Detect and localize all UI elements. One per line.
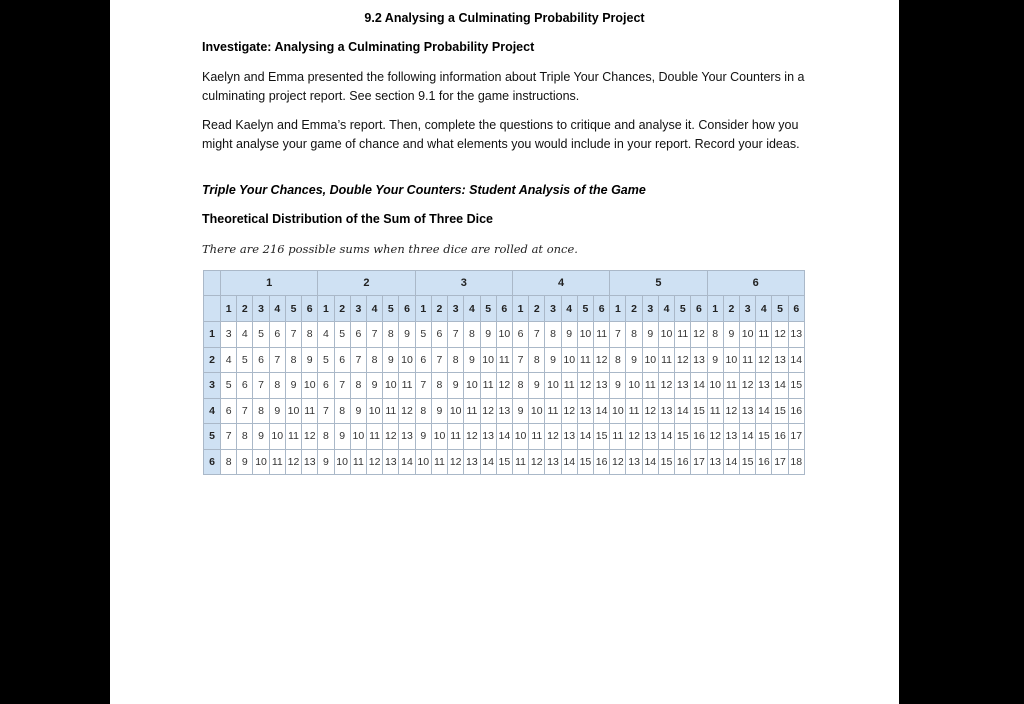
sum-cell: 16 (691, 424, 707, 450)
sum-cell: 12 (464, 424, 480, 450)
sum-cell: 9 (269, 398, 285, 424)
sum-cell: 14 (788, 347, 804, 373)
sum-cell: 8 (253, 398, 269, 424)
sum-cell: 12 (610, 449, 626, 475)
sum-cell: 15 (772, 398, 788, 424)
sum-cell: 9 (707, 347, 723, 373)
sum-cell: 11 (350, 449, 366, 475)
sum-cell: 7 (512, 347, 528, 373)
sub-header-cell: 6 (788, 296, 804, 322)
sum-cell: 12 (302, 424, 318, 450)
sum-cell: 11 (561, 373, 577, 399)
group-header-cell: 3 (415, 271, 512, 296)
sum-cell: 12 (691, 322, 707, 348)
sub-header-cell: 1 (512, 296, 528, 322)
sum-cell: 12 (480, 398, 496, 424)
sum-cell: 9 (253, 424, 269, 450)
sum-cell: 15 (577, 449, 593, 475)
sum-cell: 13 (691, 347, 707, 373)
corner-cell (204, 296, 221, 322)
sub-header-row (204, 296, 805, 322)
sum-cell: 13 (772, 347, 788, 373)
sum-cell: 7 (366, 322, 382, 348)
sum-cell: 11 (642, 373, 658, 399)
row-header-cell: 5 (204, 424, 221, 450)
sum-cell: 13 (561, 424, 577, 450)
sum-cell: 10 (707, 373, 723, 399)
sub-header-cell: 1 (610, 296, 626, 322)
sum-cell: 13 (383, 449, 399, 475)
sum-cell: 11 (302, 398, 318, 424)
dice-sum-table (203, 270, 805, 475)
sub-header-cell: 5 (772, 296, 788, 322)
sub-header-cell: 4 (464, 296, 480, 322)
intro-paragraph: Kaelyn and Emma presented the following information about Triple Your Chances, Double Your Counters in a culminating project report. See section 9.1 for the game instructions. (202, 70, 805, 103)
sum-cell: 15 (594, 424, 610, 450)
table-row (204, 449, 805, 475)
sum-cell: 11 (529, 424, 545, 450)
sum-cell: 9 (448, 373, 464, 399)
sum-cell: 5 (221, 373, 237, 399)
sum-cell: 14 (642, 449, 658, 475)
sum-cell: 14 (594, 398, 610, 424)
sum-cell: 12 (594, 347, 610, 373)
sum-cell: 11 (480, 373, 496, 399)
sub-header-cell: 3 (448, 296, 464, 322)
sum-cell: 4 (318, 322, 334, 348)
sub-header-cell: 5 (675, 296, 691, 322)
group-header-cell: 6 (707, 271, 804, 296)
sum-cell: 8 (318, 424, 334, 450)
sum-cell: 7 (318, 398, 334, 424)
sum-cell: 9 (529, 373, 545, 399)
sum-cell: 6 (334, 347, 350, 373)
sum-cell: 14 (691, 373, 707, 399)
sum-cell: 7 (285, 322, 301, 348)
group-header-cell: 1 (221, 271, 318, 296)
sum-cell: 10 (383, 373, 399, 399)
sum-cell: 9 (399, 322, 415, 348)
sum-cell: 5 (253, 322, 269, 348)
sub-header-cell: 6 (302, 296, 318, 322)
sum-cell: 9 (464, 347, 480, 373)
sum-cell: 12 (626, 424, 642, 450)
sum-cell: 14 (658, 424, 674, 450)
sum-cell: 12 (448, 449, 464, 475)
table-row (204, 322, 805, 348)
sub-header-cell: 4 (658, 296, 674, 322)
sum-cell: 10 (350, 424, 366, 450)
sum-cell: 18 (788, 449, 804, 475)
sum-cell: 4 (221, 347, 237, 373)
sum-cell: 17 (691, 449, 707, 475)
sum-cell: 11 (707, 398, 723, 424)
sum-cell: 14 (496, 424, 512, 450)
group-header-cell: 4 (512, 271, 609, 296)
row-header-cell: 1 (204, 322, 221, 348)
sum-cell: 11 (512, 449, 528, 475)
sum-cell: 10 (626, 373, 642, 399)
sum-cell: 10 (529, 398, 545, 424)
sum-cell: 8 (431, 373, 447, 399)
sum-cell: 10 (512, 424, 528, 450)
distribution-heading: Theoretical Distribution of the Sum of Three Dice (202, 212, 494, 226)
sum-cell: 5 (318, 347, 334, 373)
sum-cell: 12 (756, 347, 772, 373)
sum-cell: 8 (383, 322, 399, 348)
sum-cell: 9 (334, 424, 350, 450)
sum-cell: 9 (642, 322, 658, 348)
sub-header-cell: 2 (431, 296, 447, 322)
sum-cell: 12 (545, 424, 561, 450)
sum-cell: 15 (788, 373, 804, 399)
sum-cell: 16 (788, 398, 804, 424)
row-header-cell: 3 (204, 373, 221, 399)
sum-cell: 11 (285, 424, 301, 450)
sum-cell: 14 (740, 424, 756, 450)
sum-cell: 8 (529, 347, 545, 373)
sum-cell: 9 (610, 373, 626, 399)
sum-cell: 14 (480, 449, 496, 475)
sum-cell: 8 (545, 322, 561, 348)
sum-cell: 6 (237, 373, 253, 399)
sum-cell: 14 (723, 449, 739, 475)
sum-cell: 14 (756, 398, 772, 424)
sum-cell: 11 (496, 347, 512, 373)
table-row (204, 424, 805, 450)
sum-cell: 13 (594, 373, 610, 399)
sum-cell: 12 (740, 373, 756, 399)
sum-cell: 5 (415, 322, 431, 348)
sub-header-cell: 6 (496, 296, 512, 322)
sum-cell: 8 (302, 322, 318, 348)
sum-cell: 17 (788, 424, 804, 450)
sum-cell: 15 (658, 449, 674, 475)
sum-cell: 10 (723, 347, 739, 373)
row-header-cell: 4 (204, 398, 221, 424)
sum-cell: 12 (642, 398, 658, 424)
sum-cell: 10 (415, 449, 431, 475)
sum-cell: 11 (658, 347, 674, 373)
sum-cell: 7 (350, 347, 366, 373)
sum-cell: 9 (545, 347, 561, 373)
sum-cell: 7 (529, 322, 545, 348)
sum-cell: 7 (415, 373, 431, 399)
group-header-row (204, 271, 805, 296)
sub-header-cell: 4 (366, 296, 382, 322)
sub-header-cell: 2 (723, 296, 739, 322)
sum-cell: 12 (529, 449, 545, 475)
sum-cell: 16 (772, 424, 788, 450)
sum-cell: 13 (642, 424, 658, 450)
sum-cell: 15 (675, 424, 691, 450)
sum-cell: 13 (658, 398, 674, 424)
sum-cell: 9 (512, 398, 528, 424)
sum-cell: 8 (350, 373, 366, 399)
sum-cell: 8 (512, 373, 528, 399)
sum-cell: 13 (756, 373, 772, 399)
sum-cell: 13 (480, 424, 496, 450)
sum-cell: 13 (399, 424, 415, 450)
sum-cell: 13 (577, 398, 593, 424)
sum-cell: 12 (707, 424, 723, 450)
sum-cell: 6 (221, 398, 237, 424)
sum-cell: 9 (561, 322, 577, 348)
sum-cell: 10 (496, 322, 512, 348)
report-heading: Triple Your Chances, Double Your Counters: Student Analysis of the Game (202, 183, 646, 197)
sum-cell: 10 (302, 373, 318, 399)
sum-cell: 7 (221, 424, 237, 450)
corner-cell (204, 271, 221, 296)
sum-cell: 16 (675, 449, 691, 475)
sub-header-cell: 2 (334, 296, 350, 322)
row-header-cell: 2 (204, 347, 221, 373)
sub-header-cell: 2 (237, 296, 253, 322)
sub-header-cell: 3 (740, 296, 756, 322)
sum-cell: 12 (561, 398, 577, 424)
sum-cell: 9 (350, 398, 366, 424)
sub-header-cell: 4 (561, 296, 577, 322)
sum-cell: 13 (626, 449, 642, 475)
sum-cell: 10 (285, 398, 301, 424)
sub-header-cell: 1 (415, 296, 431, 322)
sum-cell: 7 (610, 322, 626, 348)
sum-cell: 6 (318, 373, 334, 399)
sum-cell: 6 (269, 322, 285, 348)
sum-cell: 8 (269, 373, 285, 399)
sub-header-cell: 2 (529, 296, 545, 322)
sum-cell: 8 (237, 424, 253, 450)
sum-cell: 10 (480, 347, 496, 373)
sum-cell: 11 (723, 373, 739, 399)
sum-cell: 7 (237, 398, 253, 424)
sum-cell: 13 (545, 449, 561, 475)
sum-cell: 14 (399, 449, 415, 475)
sum-cell: 13 (788, 322, 804, 348)
sum-cell: 6 (431, 322, 447, 348)
sum-cell: 8 (626, 322, 642, 348)
sum-cell: 12 (772, 322, 788, 348)
sub-header-cell: 1 (318, 296, 334, 322)
sum-cell: 10 (399, 347, 415, 373)
sum-cell: 6 (415, 347, 431, 373)
sum-cell: 9 (480, 322, 496, 348)
row-header-cell: 6 (204, 449, 221, 475)
sum-cell: 9 (431, 398, 447, 424)
sub-header-cell: 6 (399, 296, 415, 322)
sum-cell: 12 (658, 373, 674, 399)
sum-cell: 10 (269, 424, 285, 450)
sum-cell: 12 (366, 449, 382, 475)
sum-cell: 11 (756, 322, 772, 348)
sub-header-cell: 3 (350, 296, 366, 322)
sum-cell: 16 (594, 449, 610, 475)
sum-cell: 7 (431, 347, 447, 373)
sum-cell: 8 (610, 347, 626, 373)
sub-header-cell: 5 (285, 296, 301, 322)
sum-cell: 13 (707, 449, 723, 475)
sum-cell: 13 (496, 398, 512, 424)
sum-cell: 14 (675, 398, 691, 424)
sum-cell: 9 (383, 347, 399, 373)
sum-cell: 14 (561, 449, 577, 475)
sum-cell: 10 (366, 398, 382, 424)
sum-cell: 9 (626, 347, 642, 373)
sum-cell: 11 (269, 449, 285, 475)
sum-cell: 10 (561, 347, 577, 373)
sub-header-cell: 5 (383, 296, 399, 322)
sum-cell: 9 (366, 373, 382, 399)
sum-cell: 16 (756, 449, 772, 475)
sum-cell: 10 (448, 398, 464, 424)
sum-cell: 8 (464, 322, 480, 348)
sum-cell: 9 (237, 449, 253, 475)
investigate-heading: Investigate: Analysing a Culminating Probability Project (202, 40, 535, 54)
sum-cell: 9 (285, 373, 301, 399)
sum-cell: 10 (610, 398, 626, 424)
sum-cell: 8 (221, 449, 237, 475)
sum-cell: 8 (415, 398, 431, 424)
sum-cell: 5 (334, 322, 350, 348)
sum-cell: 11 (431, 449, 447, 475)
page-title: 9.2 Analysing a Culminating Probability Project (364, 11, 645, 25)
sum-cell: 17 (772, 449, 788, 475)
sub-header-cell: 3 (253, 296, 269, 322)
sum-cell: 6 (253, 347, 269, 373)
sub-header-cell: 6 (594, 296, 610, 322)
sum-cell: 6 (350, 322, 366, 348)
table-row (204, 373, 805, 399)
sum-cell: 13 (302, 449, 318, 475)
sub-header-cell: 1 (707, 296, 723, 322)
sum-cell: 11 (448, 424, 464, 450)
sub-header-cell: 6 (691, 296, 707, 322)
sum-cell: 9 (415, 424, 431, 450)
sum-cell: 13 (723, 424, 739, 450)
sum-cell: 11 (740, 347, 756, 373)
sum-cell: 11 (675, 322, 691, 348)
sum-cell: 15 (496, 449, 512, 475)
sum-cell: 7 (269, 347, 285, 373)
sum-cell: 10 (658, 322, 674, 348)
sum-cell: 9 (723, 322, 739, 348)
sum-cell: 7 (253, 373, 269, 399)
sub-header-cell: 3 (642, 296, 658, 322)
sum-cell: 12 (285, 449, 301, 475)
sum-cell: 15 (756, 424, 772, 450)
handwritten-note: There are 216 possible sums when three dice are rolled at once. (202, 242, 578, 256)
sum-cell: 10 (642, 347, 658, 373)
sum-cell: 13 (675, 373, 691, 399)
sum-cell: 10 (431, 424, 447, 450)
sum-cell: 9 (318, 449, 334, 475)
sum-cell: 12 (577, 373, 593, 399)
sum-cell: 4 (237, 322, 253, 348)
sum-cell: 13 (464, 449, 480, 475)
sum-cell: 8 (448, 347, 464, 373)
sub-header-cell: 2 (626, 296, 642, 322)
sum-cell: 8 (285, 347, 301, 373)
sum-cell: 11 (577, 347, 593, 373)
sub-header-cell: 4 (756, 296, 772, 322)
sum-cell: 8 (334, 398, 350, 424)
sum-cell: 10 (253, 449, 269, 475)
sum-cell: 11 (399, 373, 415, 399)
sum-cell: 6 (512, 322, 528, 348)
sum-cell: 7 (448, 322, 464, 348)
sub-header-cell: 4 (269, 296, 285, 322)
sum-cell: 12 (383, 424, 399, 450)
table-row (204, 398, 805, 424)
sum-cell: 10 (740, 322, 756, 348)
sum-cell: 12 (496, 373, 512, 399)
sum-cell: 11 (383, 398, 399, 424)
sum-cell: 8 (366, 347, 382, 373)
sum-cell: 9 (302, 347, 318, 373)
sum-cell: 14 (577, 424, 593, 450)
table-row (204, 347, 805, 373)
sub-header-cell: 1 (221, 296, 237, 322)
sum-cell: 3 (221, 322, 237, 348)
sum-cell: 11 (545, 398, 561, 424)
sum-cell: 11 (594, 322, 610, 348)
group-header-cell: 2 (318, 271, 415, 296)
sum-cell: 11 (366, 424, 382, 450)
sum-cell: 10 (545, 373, 561, 399)
sum-cell: 10 (577, 322, 593, 348)
sum-cell: 11 (626, 398, 642, 424)
sum-cell: 7 (334, 373, 350, 399)
sum-cell: 11 (464, 398, 480, 424)
sum-cell: 8 (707, 322, 723, 348)
sub-header-cell: 5 (480, 296, 496, 322)
sum-cell: 12 (399, 398, 415, 424)
sum-cell: 5 (237, 347, 253, 373)
sum-cell: 12 (723, 398, 739, 424)
sum-cell: 14 (772, 373, 788, 399)
group-header-cell: 5 (610, 271, 707, 296)
sum-cell: 11 (610, 424, 626, 450)
instructions-paragraph: Read Kaelyn and Emma’s report. Then, complete the questions to critique and analyse it. Consider how you might analyse your game of chance and what elements you would include in your report. Record your ideas. (202, 118, 800, 151)
sub-header-cell: 5 (577, 296, 593, 322)
sum-cell: 15 (691, 398, 707, 424)
sum-cell: 15 (740, 449, 756, 475)
sum-cell: 10 (464, 373, 480, 399)
sum-cell: 10 (334, 449, 350, 475)
sub-header-cell: 3 (545, 296, 561, 322)
sum-cell: 13 (740, 398, 756, 424)
document-page (110, 0, 899, 704)
sum-cell: 12 (675, 347, 691, 373)
